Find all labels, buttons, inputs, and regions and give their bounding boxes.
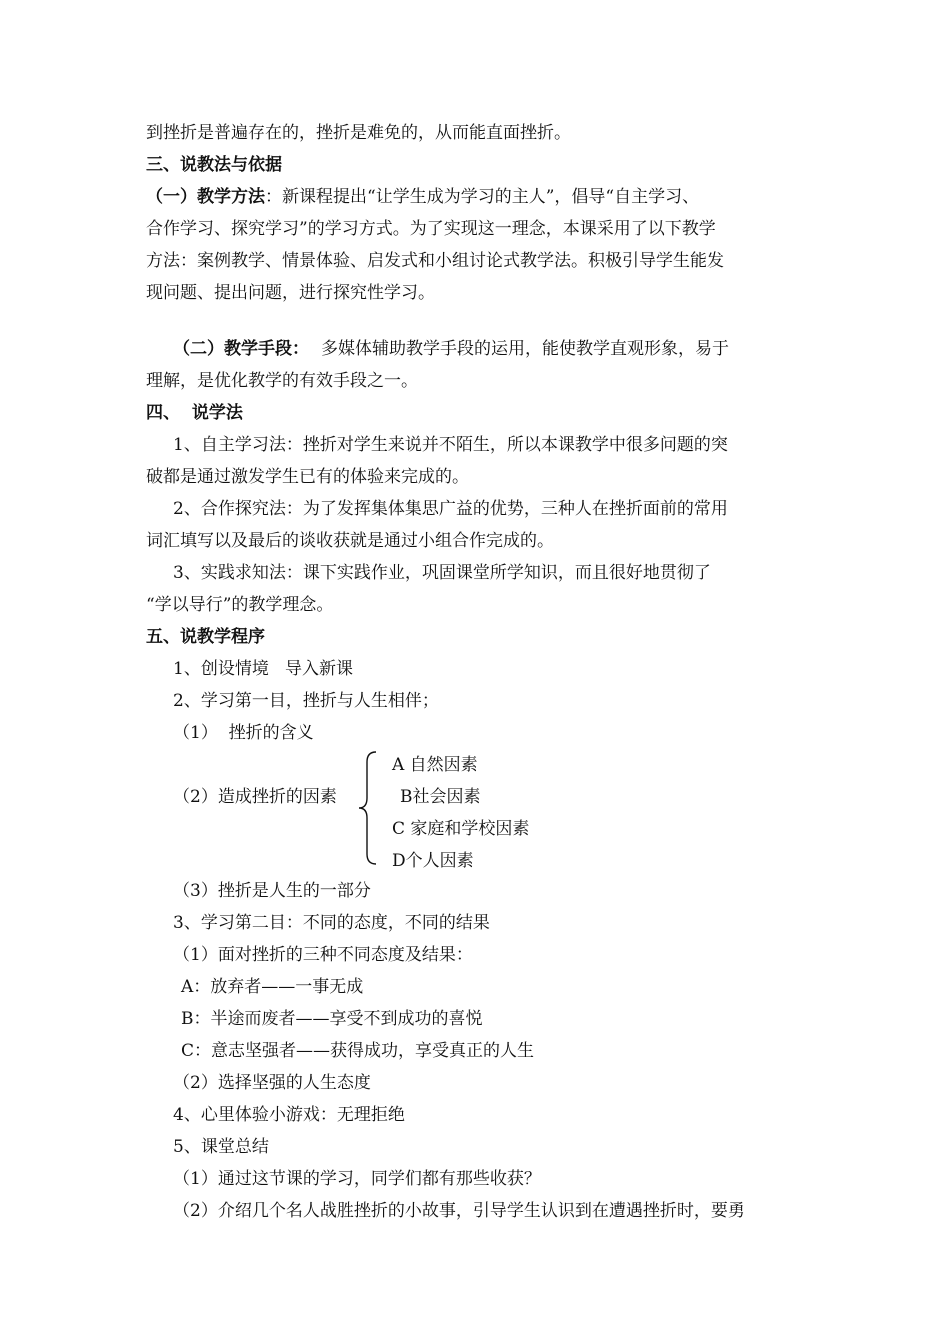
attitude-b: B：半途而废者——享受不到成功的喜悦 bbox=[181, 1009, 483, 1029]
learn-method-1-line-1: 1、自主学习法：挫折对学生来说并不陌生，所以本课教学中很多问题的突 bbox=[173, 435, 728, 455]
attitude-c: C：意志坚强者——获得成功，享受真正的人生 bbox=[181, 1041, 535, 1061]
procedure-2-item-3: （3）挫折是人生的一部分 bbox=[173, 881, 371, 901]
procedure-3-item-1: （1）面对挫折的三种不同态度及结果： bbox=[173, 945, 473, 965]
section-4-heading: 四、 说学法 bbox=[146, 403, 243, 423]
procedure-2: 2、学习第一目，挫折与人生相伴； bbox=[173, 691, 439, 711]
method-1-line-2: 合作学习、探究学习”的学习方式。为了实现这一理念，本课采用了以下教学 bbox=[146, 219, 716, 239]
procedure-1: 1、创设情境 导入新课 bbox=[173, 659, 354, 679]
method-1-line-3: 方法：案例教学、情景体验、启发式和小组讨论式教学法。积极引导学生能发 bbox=[146, 251, 724, 271]
learn-method-3-line-1: 3、实践求知法：课下实践作业，巩固课堂所学知识，而且很好地贯彻了 bbox=[173, 563, 711, 583]
procedure-2-item-1: （1） 挫折的含义 bbox=[173, 723, 314, 743]
factor-d: D个人因素 bbox=[392, 851, 474, 871]
procedure-3: 3、学习第二目：不同的态度，不同的结果 bbox=[173, 913, 490, 933]
method-1-label: （一）教学方法 bbox=[146, 187, 265, 207]
method-1-text-1: ：新课程提出“让学生成为学习的主人”，倡导“自主学习、 bbox=[265, 187, 700, 207]
section-5-heading: 五、说教学程序 bbox=[146, 627, 265, 647]
factor-a: A 自然因素 bbox=[392, 755, 478, 775]
procedure-4: 4、心里体验小游戏：无理拒绝 bbox=[173, 1105, 405, 1125]
procedure-2-item-2: （2）造成挫折的因素 bbox=[173, 787, 337, 807]
method-1-line-4: 现问题、提出问题，进行探究性学习。 bbox=[146, 283, 435, 303]
intro-tail-line: 到挫折是普遍存在的，挫折是难免的，从而能直面挫折。 bbox=[146, 123, 571, 143]
procedure-5-item-2: （2）介绍几个名人战胜挫折的小故事，引导学生认识到在遭遇挫折时，要勇 bbox=[173, 1201, 745, 1221]
curly-brace bbox=[356, 750, 382, 866]
method-2-line-2: 理解，是优化教学的有效手段之一。 bbox=[146, 371, 418, 391]
method-1-line-1 bbox=[146, 186, 699, 208]
factor-c: C 家庭和学校因素 bbox=[392, 819, 530, 839]
learn-method-2-line-1: 2、合作探究法：为了发挥集体集思广益的优势，三种人在挫折面前的常用 bbox=[173, 499, 728, 519]
procedure-5: 5、课堂总结 bbox=[173, 1137, 269, 1157]
procedure-3-item-2: （2）选择坚强的人生态度 bbox=[173, 1073, 371, 1093]
attitude-a: A：放弃者——一事无成 bbox=[181, 977, 364, 997]
learn-method-2-line-2: 词汇填写以及最后的谈收获就是通过小组合作完成的。 bbox=[146, 531, 554, 551]
method-2-text-1: 多媒体辅助教学手段的运用，能使教学直观形象，易于 bbox=[321, 339, 729, 359]
factor-b: B社会因素 bbox=[400, 787, 481, 807]
learn-method-3-line-2: “学以导行”的教学理念。 bbox=[146, 595, 334, 615]
section-3-heading: 三、说教法与依据 bbox=[146, 155, 282, 175]
method-2-line-1 bbox=[173, 338, 729, 360]
learn-method-1-line-2: 破都是通过激发学生已有的体验来完成的。 bbox=[146, 467, 469, 487]
procedure-5-item-1: （1）通过这节课的学习，同学们都有那些收获？ bbox=[173, 1169, 541, 1189]
method-2-label: （二）教学手段： bbox=[173, 339, 309, 359]
